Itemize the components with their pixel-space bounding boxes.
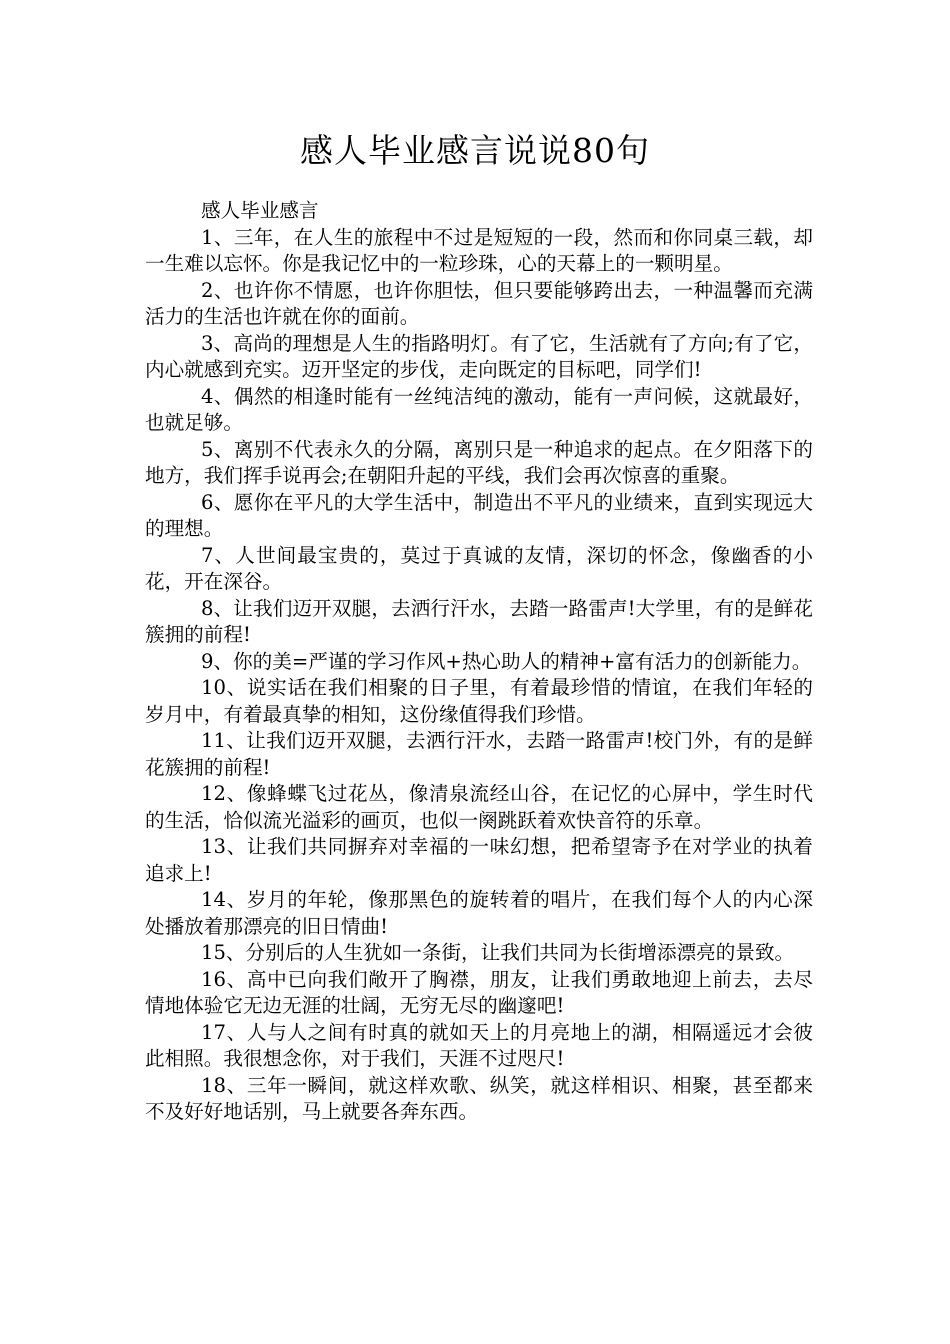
paragraph-10: 10、说实话在我们相聚的日子里，有着最珍惜的情谊，在我们年轻的岁月中，有着最真挚的相知，这份缘值得我们珍惜。 <box>145 676 813 726</box>
paragraph-9: 9、你的美=严谨的学习作风+热心助人的精神+富有活力的创新能力。 <box>201 649 812 673</box>
paragraph-2: 2、也许你不情愿，也许你胆怯，但只要能够跨出去，一种温馨而充满活力的生活也许就在你的面前。 <box>145 278 813 328</box>
document-title: 感人毕业感言说说80句 <box>300 131 650 170</box>
paragraph-5: 5、离别不代表永久的分隔，离别只是一种追求的起点。在夕阳落下的地方，我们挥手说再会;在朝阳升起的平线，我们会再次惊喜的重聚。 <box>145 437 813 487</box>
paragraph-7: 7、人世间最宝贵的，莫过于真诚的友情，深切的怀念，像幽香的小花，开在深谷。 <box>145 543 813 593</box>
paragraph-18: 18、三年一瞬间，就这样欢歌、纵笑，就这样相识、相聚，甚至都来不及好好地话别，马上就要各奔东西。 <box>145 1073 813 1123</box>
paragraph-17: 17、人与人之间有时真的就如天上的月亮地上的湖，相隔遥远才会彼此相照。我很想念你，对于我们，天涯不过咫尺! <box>145 1020 813 1070</box>
document-body <box>145 198 813 1126</box>
paragraph-4: 4、偶然的相逢时能有一丝纯洁纯的激动，能有一声问候，这就最好，也就足够。 <box>145 384 813 434</box>
paragraph-13: 13、让我们共同摒弃对幸福的一味幻想，把希望寄予在对学业的执着追求上! <box>145 835 813 885</box>
paragraph-14: 14、岁月的年轮，像那黑色的旋转着的唱片，在我们每个人的内心深处播放着那漂亮的旧日情曲! <box>145 888 813 938</box>
paragraph-12: 12、像蜂蝶飞过花丛，像清泉流经山谷，在记忆的心屏中，学生时代的生活，恰似流光溢彩的画页，也似一阕跳跃着欢快音符的乐章。 <box>145 782 813 832</box>
paragraph-11: 11、让我们迈开双腿，去洒行汗水，去踏一路雷声!校门外，有的是鲜花簇拥的前程! <box>145 729 813 779</box>
paragraph-3: 3、高尚的理想是人生的指路明灯。有了它，生活就有了方向;有了它，内心就感到充实。迈开坚定的步伐，走向既定的目标吧，同学们! <box>145 331 813 381</box>
section-heading: 感人毕业感言 <box>201 199 319 222</box>
paragraph-6: 6、愿你在平凡的大学生活中，制造出不平凡的业绩来，直到实现远大的理想。 <box>145 490 813 540</box>
paragraph-1: 1、三年，在人生的旅程中不过是短短的一段，然而和你同桌三载，却一生难以忘怀。你是我记忆中的一粒珍珠，心的天幕上的一颗明星。 <box>145 225 813 275</box>
paragraph-16: 16、高中已向我们敞开了胸襟，朋友，让我们勇敢地迎上前去，去尽情地体验它无边无涯的壮阔，无穷无尽的幽邃吧! <box>145 967 813 1017</box>
paragraph-15: 15、分别后的人生犹如一条街，让我们共同为长街增添漂亮的景致。 <box>201 941 795 964</box>
paragraph-8: 8、让我们迈开双腿，去洒行汗水，去踏一路雷声!大学里，有的是鲜花簇拥的前程! <box>145 596 813 646</box>
